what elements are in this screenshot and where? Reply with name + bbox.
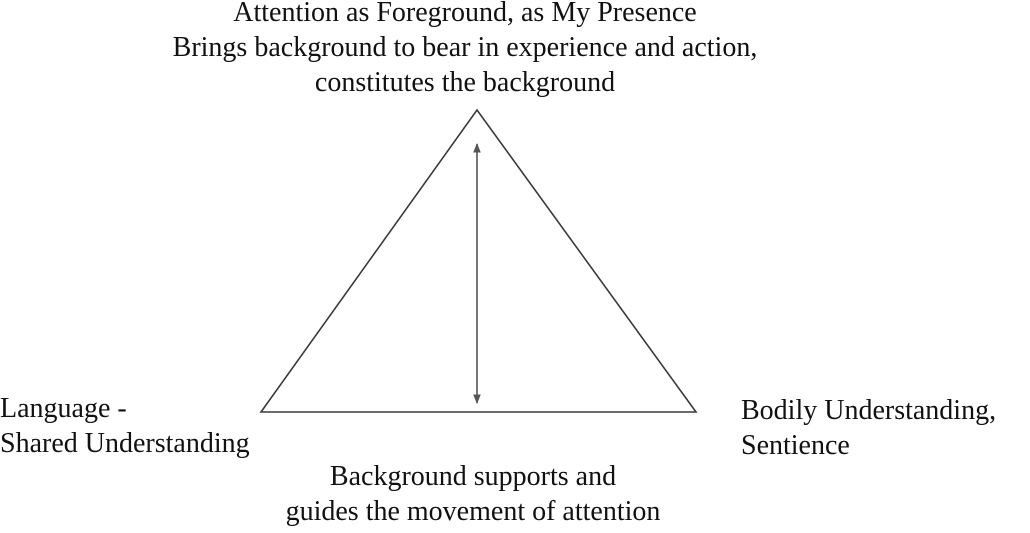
top-label-line-3: constitutes the background: [314, 67, 616, 98]
top-label: [0, 0, 930, 100]
right-label: [741, 393, 996, 463]
top-label-line-2: Brings background to bear in experience and action,: [172, 32, 758, 63]
bottom-label: [0, 459, 946, 529]
bottom-label-line-2: guides the movement of attention: [285, 496, 661, 527]
left-label: [0, 391, 250, 461]
top-label-line-1: Attention as Foreground, as My Presence: [233, 0, 697, 28]
left-label-line-2: Shared Understanding: [0, 428, 250, 459]
right-label-line-1: Bodily Understanding,: [741, 395, 997, 426]
left-label-line-1: Language -: [0, 393, 127, 424]
triangle: [261, 110, 696, 412]
bottom-label-line-1: Background supports and: [329, 461, 617, 492]
right-label-line-2: Sentience: [741, 430, 850, 461]
